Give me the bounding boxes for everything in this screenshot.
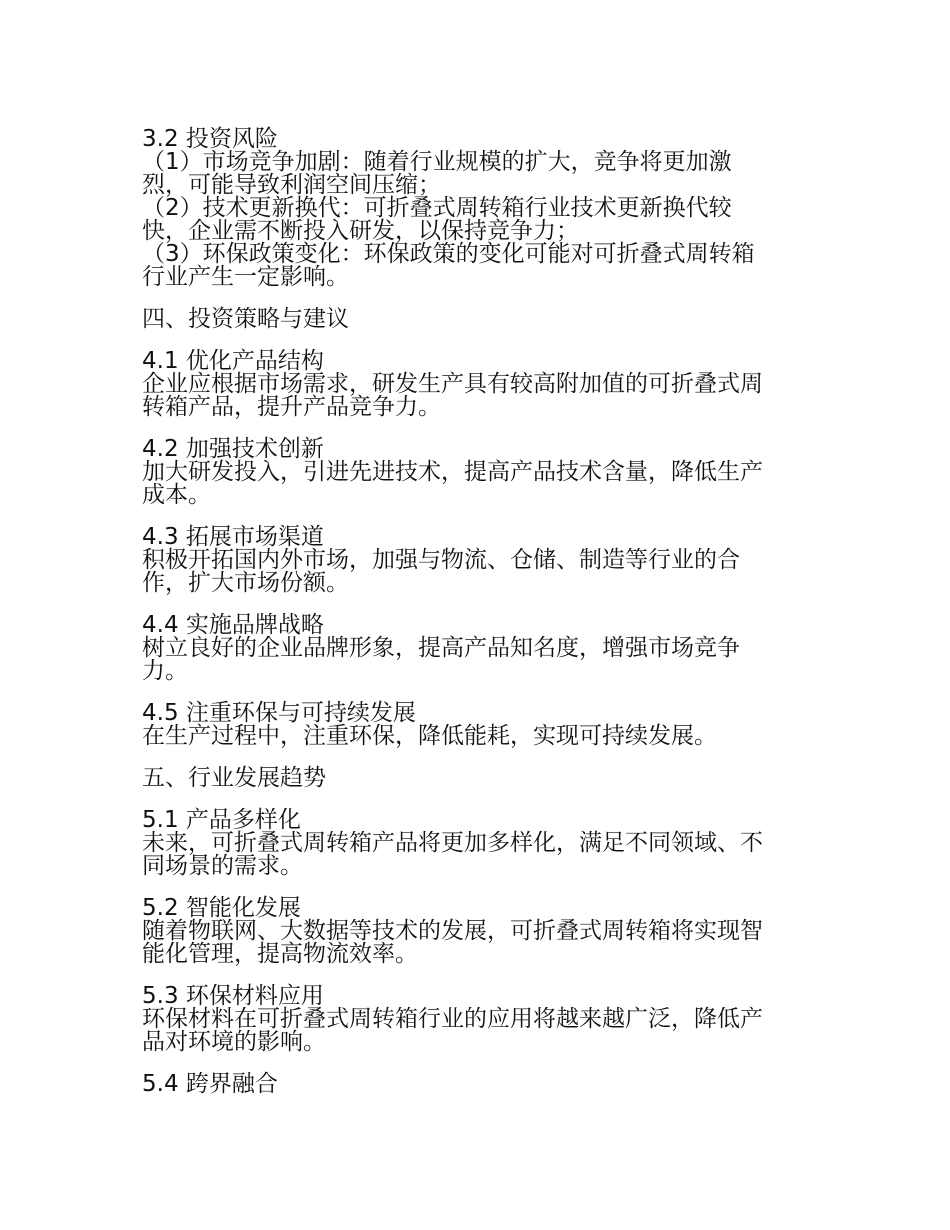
paragraph-line: 树立良好的企业品牌形象，提高产品知名度，增强市场竞争 (142, 635, 740, 661)
paragraph-line: 转箱产品，提升产品竞争力。 (142, 394, 441, 420)
section-heading-5-2: 5.2 智能化发展 (142, 895, 301, 921)
section-heading-5-1: 5.1 产品多样化 (142, 807, 301, 833)
paragraph-line: （2）技术更新换代：可折叠式周转箱行业技术更新换代较 (142, 195, 732, 221)
document-page (142, 128, 814, 1096)
paragraph-line: 力。 (142, 658, 188, 684)
paragraph-line: 环保材料在可折叠式周转箱行业的应用将越来越广泛，降低产 (142, 1006, 763, 1032)
section-heading-5-3: 5.3 环保材料应用 (142, 983, 324, 1009)
paragraph-line: 快，企业需不断投入研发，以保持竞争力； (142, 218, 579, 244)
paragraph-line: 同场景的需求。 (142, 853, 303, 879)
paragraph-line: 在生产过程中，注重环保，降低能耗，实现可持续发展。 (142, 723, 717, 749)
paragraph-line: 作，扩大市场份额。 (142, 570, 349, 596)
paragraph-line: 行业产生一定影响。 (142, 264, 349, 290)
paragraph-line: 烈，可能导致利润空间压缩； (142, 172, 441, 198)
section-heading-5-4: 5.4 跨界融合 (142, 1071, 278, 1097)
paragraph-line: 积极开拓国内外市场，加强与物流、仓储、制造等行业的合 (142, 547, 740, 573)
chapter-title-4: 四、投资策略与建议 (142, 306, 349, 332)
paragraph-line: 企业应根据市场需求，研发生产具有较高附加值的可折叠式周 (142, 371, 763, 397)
paragraph-line: 加大研发投入，引进先进技术，提高产品技术含量，降低生产 (142, 459, 763, 485)
paragraph-line: （3）环保政策变化：环保政策的变化可能对可折叠式周转箱 (142, 241, 755, 267)
section-heading-4-5: 4.5 注重环保与可持续发展 (142, 700, 416, 726)
section-heading-4-1: 4.1 优化产品结构 (142, 348, 324, 374)
paragraph-line: 品对环境的影响。 (142, 1029, 326, 1055)
paragraph-line: 随着物联网、大数据等技术的发展，可折叠式周转箱将实现智 (142, 918, 763, 944)
paragraph-line: 能化管理，提高物流效率。 (142, 941, 418, 967)
section-heading-4-2: 4.2 加强技术创新 (142, 436, 324, 462)
chapter-title-5: 五、行业发展趋势 (142, 765, 326, 791)
section-heading-4-4: 4.4 实施品牌战略 (142, 612, 324, 638)
section-heading-3-2: 3.2 投资风险 (142, 126, 278, 152)
paragraph-line: 未来，可折叠式周转箱产品将更加多样化，满足不同领域、不 (142, 830, 763, 856)
paragraph-line: 成本。 (142, 482, 211, 508)
section-heading-4-3: 4.3 拓展市场渠道 (142, 524, 324, 550)
paragraph-line: （1）市场竞争加剧：随着行业规模的扩大，竞争将更加激 (142, 149, 732, 175)
